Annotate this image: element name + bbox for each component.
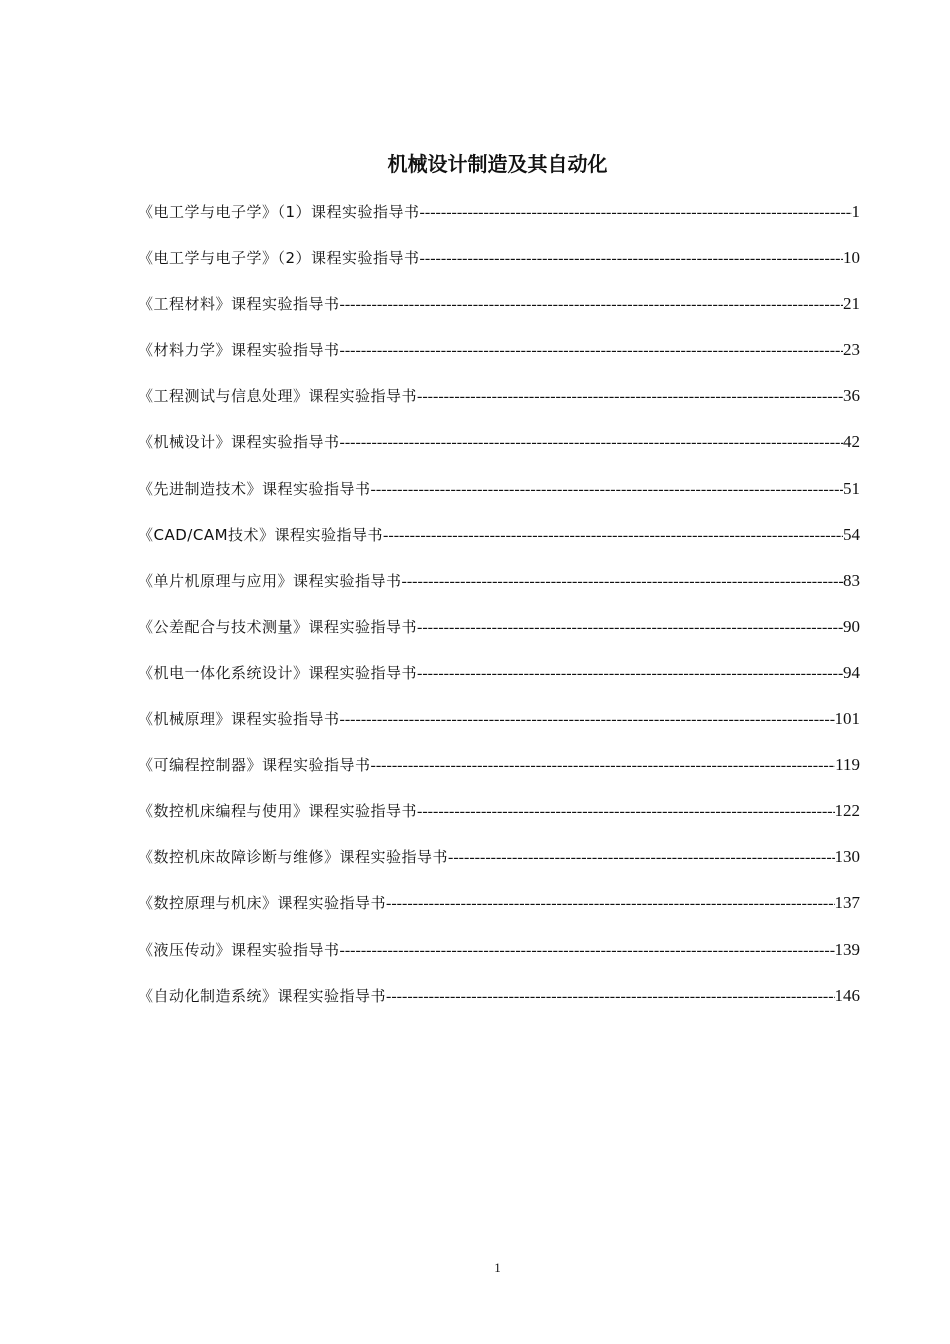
page-number: 1 (494, 1260, 501, 1275)
toc-entry[interactable] (138, 244, 860, 290)
toc-leader-dots (402, 568, 843, 596)
toc-entry-label: 《数控机床故障诊断与维修》课程实验指导书 (138, 848, 449, 867)
table-of-contents (138, 198, 860, 1028)
toc-entry-label: 《可编程控制器》课程实验指导书 (138, 756, 371, 775)
toc-entry-page: 23 (843, 340, 860, 360)
toc-entry[interactable] (138, 797, 860, 843)
toc-entry-page: 10 (843, 248, 860, 268)
toc-leader-dots (371, 476, 843, 504)
toc-entry[interactable] (138, 290, 860, 336)
toc-entry[interactable] (138, 336, 860, 382)
toc-entry-page: 51 (843, 478, 860, 498)
toc-entry-label: 《先进制造技术》课程实验指导书 (138, 479, 371, 498)
toc-entry-page: 54 (843, 524, 860, 544)
toc-entry-label: 《材料力学》课程实验指导书 (138, 341, 340, 360)
toc-entry-page: 94 (843, 662, 860, 682)
toc-entry-page: 21 (843, 294, 860, 314)
toc-entry-label: 《自动化制造系统》课程实验指导书 (138, 986, 387, 1005)
toc-entry-page: 137 (834, 893, 860, 913)
toc-entry-page: 36 (843, 386, 860, 406)
toc-entry-page: 101 (834, 709, 860, 729)
toc-leader-dots (417, 614, 843, 642)
toc-leader-dots (340, 706, 835, 734)
toc-entry-label: 《工程测试与信息处理》课程实验指导书 (138, 387, 418, 406)
toc-leader-dots (386, 890, 834, 918)
toc-entry-label: 《电工学与电子学》（2）课程实验指导书 (138, 249, 420, 268)
toc-entry-label: 《单片机原理与应用》课程实验指导书 (138, 571, 402, 590)
toc-leader-dots (417, 383, 843, 411)
toc-entry[interactable] (138, 843, 860, 889)
toc-leader-dots (340, 337, 843, 365)
toc-entry-page: 83 (843, 570, 860, 590)
toc-entry[interactable] (138, 567, 860, 613)
toc-entry[interactable] (138, 382, 860, 428)
toc-entry-page: 119 (835, 755, 860, 775)
toc-entry-label: 《数控原理与机床》课程实验指导书 (138, 894, 387, 913)
toc-entry[interactable] (138, 889, 860, 935)
toc-leader-dots (386, 983, 834, 1011)
toc-leader-dots (340, 429, 843, 457)
toc-entry-page: 122 (834, 801, 860, 821)
toc-entry-label: 《液压传动》课程实验指导书 (138, 940, 340, 959)
toc-entry[interactable] (138, 659, 860, 705)
toc-entry-label: 《机械设计》课程实验指导书 (138, 433, 340, 452)
toc-entry[interactable] (138, 198, 860, 244)
toc-entry[interactable] (138, 751, 860, 797)
toc-entry-page: 146 (834, 985, 860, 1005)
toc-entry-page: 90 (843, 616, 860, 636)
toc-entry-label: 《电工学与电子学》（1）课程实验指导书 (138, 203, 420, 221)
toc-leader-dots (340, 937, 835, 965)
toc-entry-label: 《机电一体化系统设计》课程实验指导书 (138, 663, 418, 682)
toc-entry-label: 《CAD/CAM技术》课程实验指导书 (138, 525, 384, 544)
toc-entry-label: 《公差配合与技术测量》课程实验指导书 (138, 617, 418, 636)
toc-entry[interactable] (138, 428, 860, 474)
toc-leader-dots (383, 522, 843, 550)
toc-entry[interactable] (138, 936, 860, 982)
toc-leader-dots (420, 245, 843, 273)
toc-entry-label: 《数控机床编程与使用》课程实验指导书 (138, 802, 418, 821)
toc-entry-page: 42 (843, 432, 860, 452)
document-title: 机械设计制造及其自动化 (387, 152, 608, 176)
toc-entry-page: 130 (834, 847, 860, 867)
toc-entry-page: 1 (851, 202, 860, 221)
toc-leader-dots (340, 291, 843, 319)
toc-leader-dots (417, 660, 843, 688)
toc-entry[interactable] (138, 705, 860, 751)
toc-entry-label: 《机械原理》课程实验指导书 (138, 710, 340, 729)
toc-leader-dots (417, 798, 834, 826)
toc-leader-dots (420, 199, 852, 227)
toc-entry-label: 《工程材料》课程实验指导书 (138, 295, 340, 314)
toc-entry[interactable] (138, 475, 860, 521)
toc-entry[interactable] (138, 982, 860, 1028)
toc-entry[interactable] (138, 613, 860, 659)
toc-entry-page: 139 (834, 939, 860, 959)
toc-leader-dots (448, 844, 834, 872)
toc-entry[interactable] (138, 521, 860, 567)
toc-leader-dots (371, 752, 836, 780)
